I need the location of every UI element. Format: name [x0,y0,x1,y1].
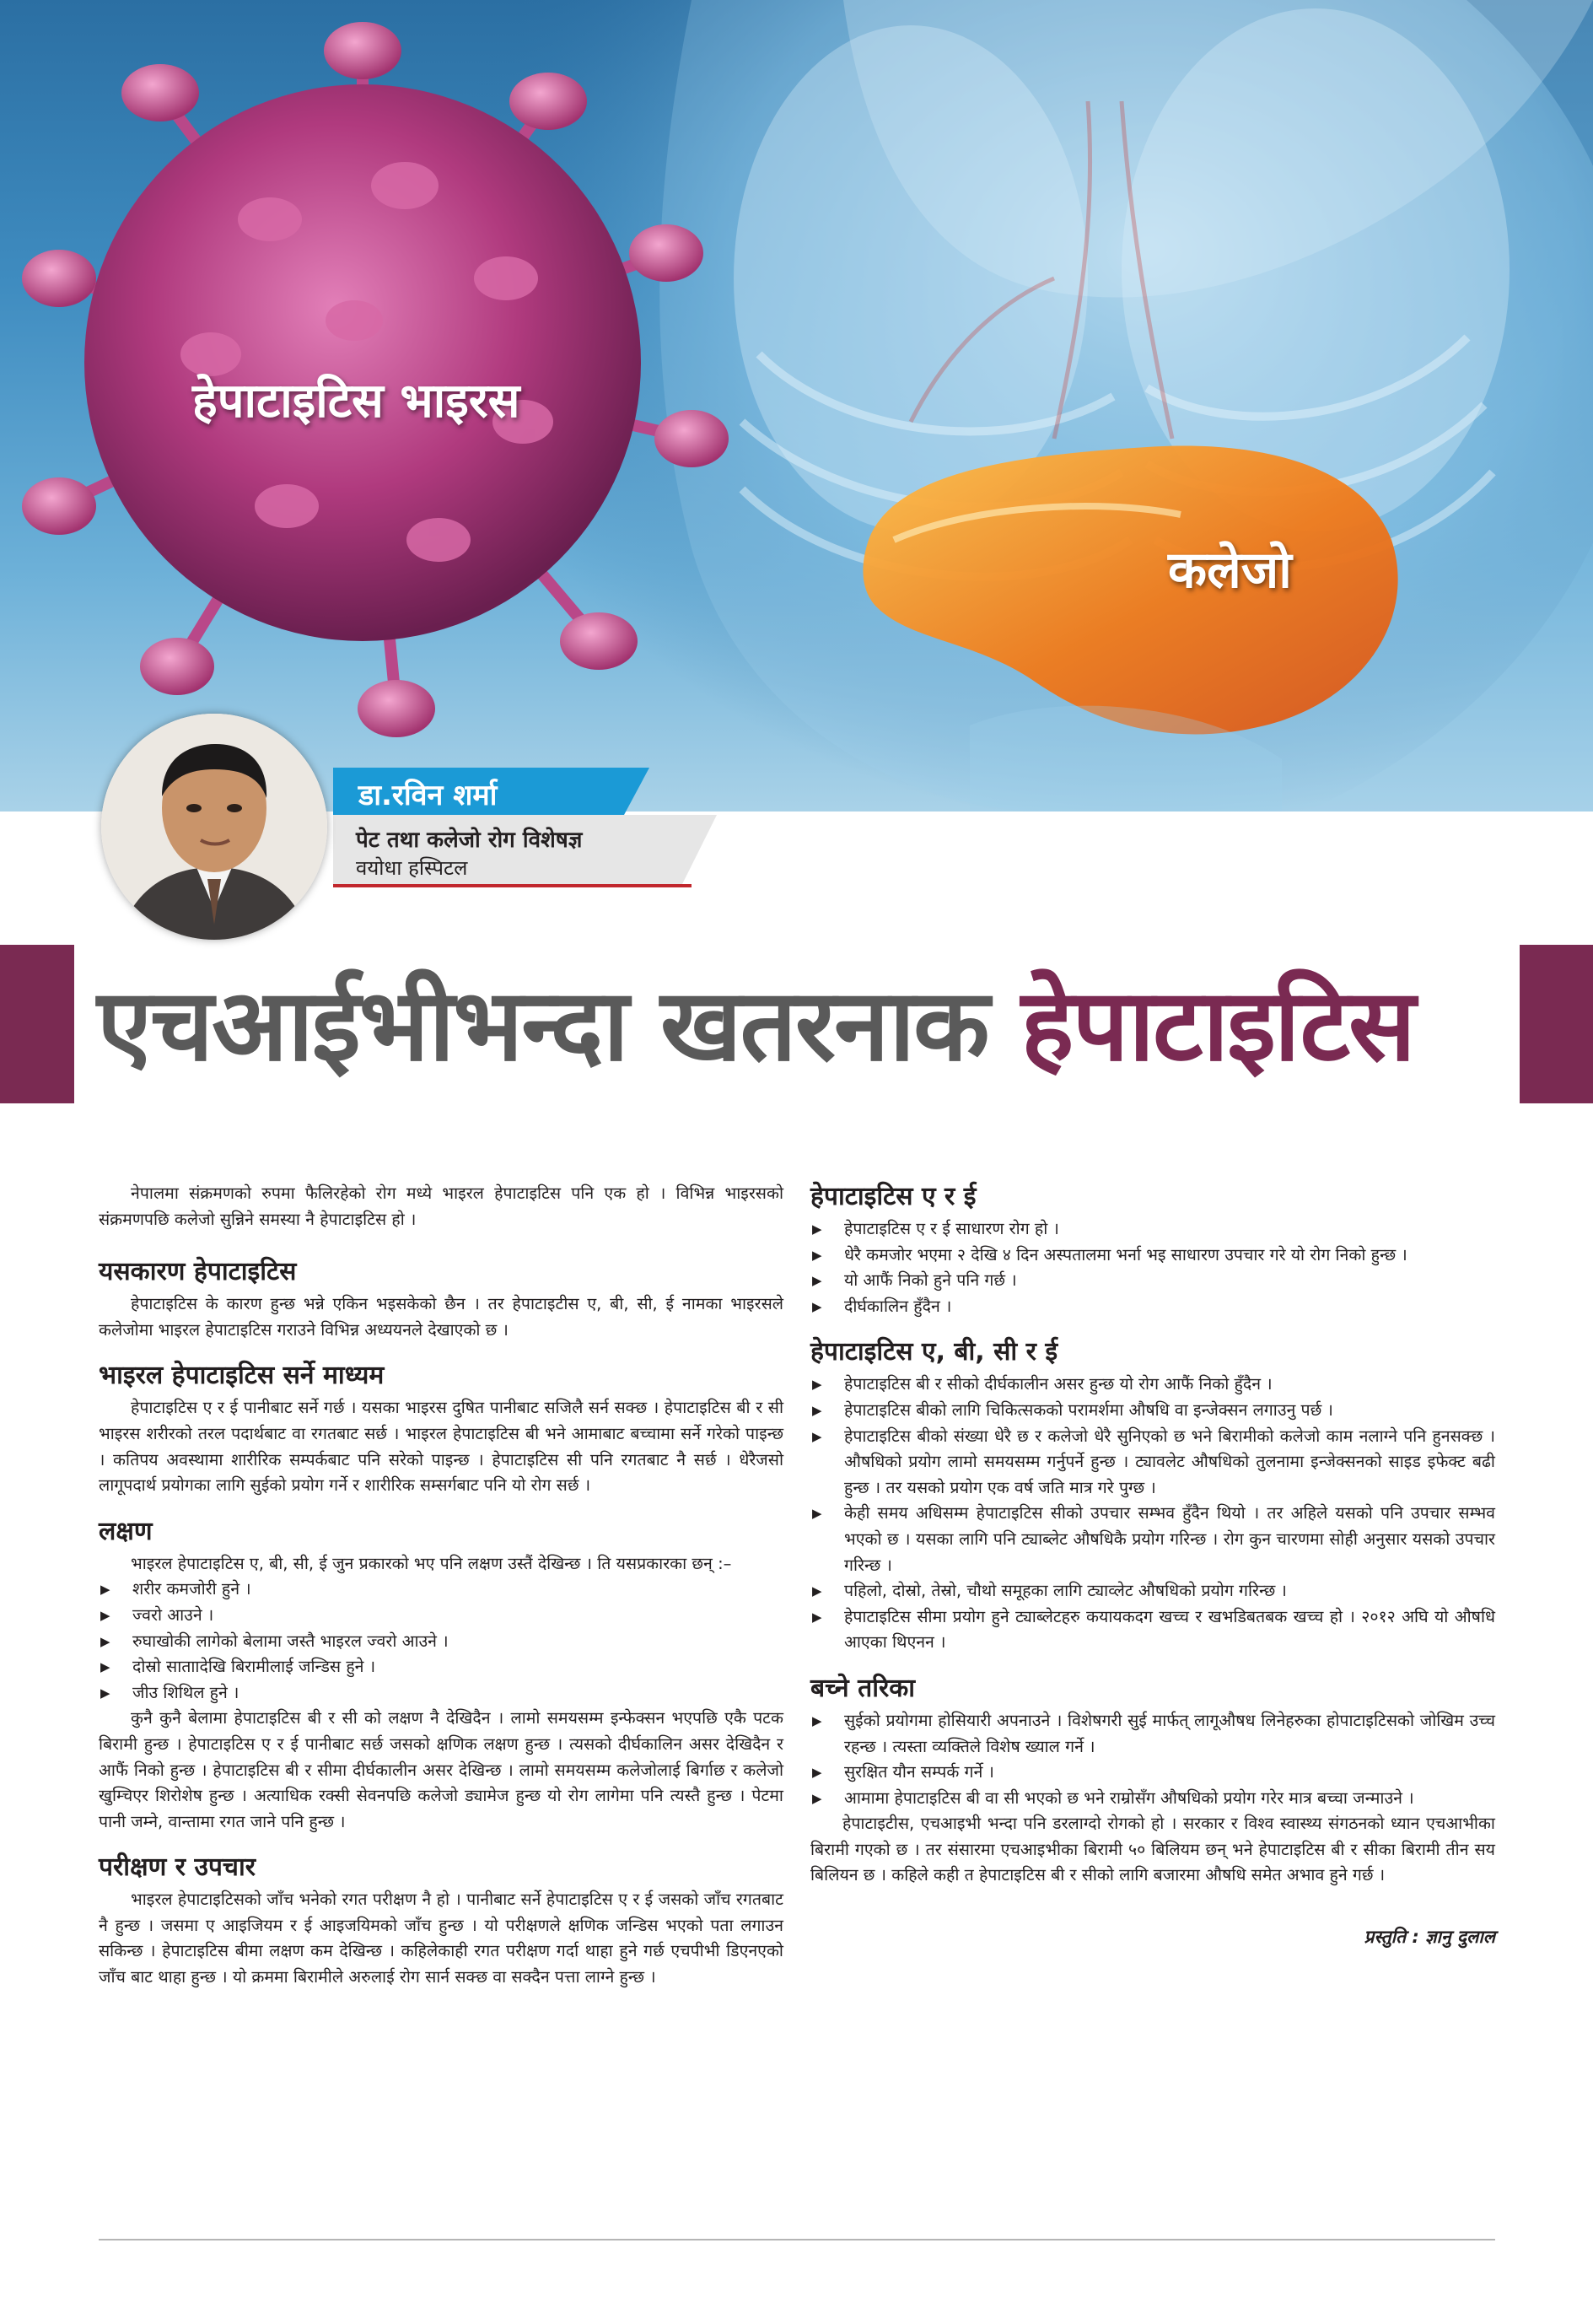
transmission-heading: भाइरल हेपाटाइटिस सर्ने माध्यम [99,1361,385,1391]
headline-bar-left [0,945,74,1103]
list-item: ▶ हेपाटाइटिस बी र सीको दीर्घकालीन असर हुन्छ यो रोग आफैं निको हुँदैन । [810,1372,1495,1398]
list-item: ▶ जीउ शिथिल हुने । [99,1680,783,1707]
prevention-heading: बच्ने तरिका [810,1673,916,1703]
symptoms-paragraph: कुनै कुनै बेलामा हेपाटाइटिस बी र सी को लक्षण नै देखिदैन । लामो समयसम्म इन्फेक्सन भएपछि एकै पटक बिरामी हुन्छ । हेपाटाइटिस ए र ई पानीबाट सर्छ जसको क्षणिक लक्षण हुन्छ । त्यसको दीर्घकालिन असर देखिदैन र आफैं निको हुन्छ । हेपाटाइटिस बी र सीमा दीर्घकालीन असर देखिन्छ । लामो समयसम्म कलेजोलाई बिर्गाछ र कलेजो खुम्चिएर शिरोशेष हुन्छ । अत्याधिक रक्सी सेवनपछि कलेजो ड्यामेज हुन्छ यो रोग लागेमा पनि त्यस्तै हुन्छ । पेटमा पानी जम्ने, वान्तामा रगत जाने पनि हुन्छ । [99,1708,783,1831]
list-item: ▶ हेपाटाइटिस बीको लागि चिकित्सकको परामर्शमा औषधि वा इन्जेक्सन लगाउनु पर्छ । [810,1398,1495,1424]
hepatitis-abce-list [810,1372,1495,1656]
liver-label: कलेजो [1168,541,1292,600]
virus-label: हेपाटाइटिस भाइरस [192,374,520,429]
tests-heading: परीक्षण र उपचार [99,1852,256,1883]
list-item: ▶ केही समय अधिसम्म हेपाटाइटिस सीको उपचार सम्भव हुँदैन थियो । तर अहिले यसको पनि उपचार सम्भव भएको छ । यसका लागि पनि ट्याब्लेट औषधिकै प्रयोग गरिन्छ । रोग कुन चारणमा सोही अनुसार यसको उपचार गरिन्छ । [810,1501,1495,1578]
list-item: ▶ आमामा हेपाटाइटिस बी वा सी भएको छ भने राम्रोसँग औषधिको प्रयोग गरेर मात्र बच्चा जन्माउने । [810,1786,1495,1812]
list-item: ▶ ज्वरो आउने । [99,1603,783,1629]
hepatitis-abce-heading: हेपाटाइटिस ए, बी, सी र ई [810,1337,1058,1367]
right-column [810,1181,1495,1950]
causes-heading: यसकारण हेपाटाइटिस [99,1257,297,1287]
headline-part-grey: एचआईभीभन्दा खतरनाक [97,967,988,1083]
prevention-list [810,1708,1495,1811]
author-hospital: वयोधा हस्पिटल [356,856,468,880]
list-item: ▶ दोस्रो साताादेखि बिरामीलाई जन्डिस हुने । [99,1654,783,1680]
headline-part-accent: हेपाटाइटिस [1020,967,1414,1083]
symptoms-intro: भाइरल हेपाटाइटिस ए, बी, सी, ई जुन प्रकारको भए पनि लक्षण उस्तैं देखिन्छ । ति यसप्रकारका छन् :– [131,1553,732,1573]
symptoms-list [99,1577,783,1706]
author-title: पेट तथा कलेजो रोग विशेषज्ञ [356,828,583,853]
author-name: डा.रविन शर्मा [358,779,498,812]
list-item: ▶ हेपाटाइटिस सीमा प्रयोग हुने ट्याब्लेटहरु कयायकदग खच्च र खभडिबतबक खच्च हो । २०१२ अघि यो औषधि आएका थिएनन । [810,1604,1495,1656]
headline [97,962,1514,1088]
author-portrait [101,714,327,940]
intro-paragraph: नेपालमा संक्रमणको रुपमा फैलिरहेको रोग मध्ये भाइरल हेपाटाइटिस पनि एक हो । विभिन्न भाइरसको संक्रमणपछि कलेजो सुन्निने समस्या नै हेपाटाइटिस हो । [99,1184,783,1229]
list-item: ▶ शरीर कमजोरी हुने । [99,1577,783,1603]
headline-bar-right [1520,945,1593,1103]
tests-paragraph: भाइरल हेपाटाइटिसको जाँच भनेको रगत परीक्षण नै हो । पानीबाट सर्ने हेपाटाइटिस ए र ई जसको जाँच रगतबाट नै हुन्छ । जसमा ए आइजियम र ई आइजयिमको जाँच हुन्छ । यो परीक्षणले क्षणिक जन्डिस भएको पता लगाउन सकिन्छ । हेपाटाइटिस बीमा लक्षण कम देखिन्छ । कहिलेकाही रगत परीक्षण गर्दा थाहा हुने गर्छ एचपीभी डिएनएको जाँच बाट थाहा हुन्छ । यो क्रममा बिरामीले अरुलाई रोग सार्न सक्छ वा सक्दैन पत्ता लाग्ने हुन्छ । [99,1890,783,1987]
hepatitis-ae-heading: हेपाटाइटिस ए र ई [810,1182,977,1211]
list-item: ▶ हेपाटाइटिस ए र ई साधारण रोग हो । [810,1216,1495,1243]
list-item: ▶ हेपाटाइटिस बीको संख्या धेरै छ र कलेजो धेरै सुनिएको छ भने बिरामीको कलेजो काम नलाग्ने पनि हुनसक्छ । औषधिको प्रयोग लामो समयसम्म गर्नुपर्ने हुन्छ । ट्यावलेट औषधिको तुलनामा इन्जेक्सनको साइड इफेक्ट बढी हुन्छ । तर यसको प्रयोग एक वर्ष जति मात्र गरे पुग्छ । [810,1424,1495,1502]
conclusion-paragraph: हेपाटाइटीस, एचआइभी भन्दा पनि डरलाग्दो रोगको हो । सरकार र विश्व स्वास्थ्य संगठनको ध्यान एचआभीका बिरामी गएको छ । तर संसारमा एचआइभीका बिरामी ५० बिलियम छन् भने हेपाटाइटिस बी र सीका बिरामी तीन सय बिलियन छ । कहिले कही त हेपाटाइटिस बी र सीको लागि बजारमा औषधि समेत अभाव हुने गर्छ । [810,1814,1495,1885]
author-photo [101,714,327,940]
list-item: ▶ सुरक्षित यौन सम्पर्क गर्ने । [810,1760,1495,1786]
list-item: ▶ रुघाखोकी लागेको बेलामा जस्तै भाइरल ज्वरो आउने । [99,1629,783,1655]
transmission-paragraph: हेपाटाइटिस ए र ई पानीबाट सर्ने गर्छ । यसका भाइरस दुषित पानीबाट सजिलै सर्न सक्छ । हेपाटाइटिस बी र सी भाइरस शरीरको तरल पदार्थबाट वा रगतबाट सर्छ । भाइरल हेपाटाइटिस बी भने आमाबाट बच्चामा सर्ने गरेको पाइन्छ । कतिपय अवस्थामा शारीरिक सम्पर्कबाट पनि सरेको पाइन्छ । हेपाटाइटिस सी पनि रगतबाट नै सर्छ । धेरैजसो लागूपदार्थ प्रयोगका लागि सुईको प्रयोग गर्ने र शारीरिक सम्सर्गबाट पनि यो रोग सर्छ । [99,1398,783,1496]
hero-illustration [0,0,1593,812]
symptoms-heading: लक्षण [99,1516,153,1546]
hepatitis-ae-list [810,1216,1495,1319]
left-column [99,1181,783,1991]
list-item: ▶ सुईको प्रयोगमा होसियारी अपनाउने । विशेषगरी सुई मार्फत् लागूऔषध लिनेहरुका होपाटाइटिसको जोखिम उच्च रहन्छ । त्यस्ता व्यक्तिले विशेष ख्याल गर्ने । [810,1708,1495,1760]
list-item: ▶ पहिलो, दोस्रो, तेस्रो, चौथो समूहका लागि ट्याव्लेट औषधिको प्रयोग गरिन्छ । [810,1578,1495,1604]
causes-paragraph: हेपाटाइटिस के कारण हुन्छ भन्ने एकिन भइसकेको छैन । तर हेपाटाइटीस ए, बी, सी, ई नामका भाइरसले कलेजोमा भाइरल हेपाटाइटिस गराउने विभिन्न अध्ययनले देखाएको छ । [99,1294,783,1340]
article-credit: प्रस्तुति : ज्ञानु दुलाल [1364,1927,1495,1948]
list-item: ▶ यो आफैं निको हुने पनि गर्छ । [810,1268,1495,1294]
bottom-rule [99,2239,1495,2240]
author-info-rule [333,884,692,887]
list-item: ▶ दीर्घकालिन हुँदैन । [810,1294,1495,1320]
list-item: ▶ धेरै कमजोर भएमा २ देखि ४ दिन अस्पतालमा भर्ना भइ साधारण उपचार गरे यो रोग निको हुन्छ । [810,1243,1495,1269]
